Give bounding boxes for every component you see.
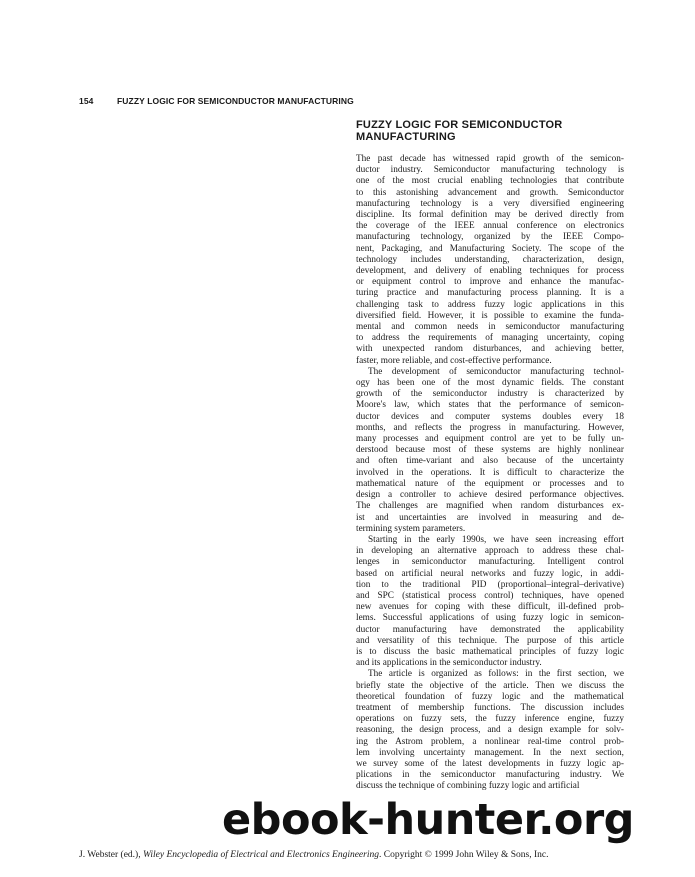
- paragraph-line: in developing an alternative approach to address these chal-: [356, 546, 624, 557]
- paragraph-line: termining system parameters.: [356, 523, 466, 534]
- paragraph-line: reasoning, the design process, and a design example for solv-: [356, 725, 624, 736]
- paragraph-line: mental and common needs in semiconductor manufacturing: [356, 322, 624, 333]
- paragraph-line: faster, more reliable, and cost-effective performance.: [356, 355, 552, 366]
- paragraph-line: and often time-variant and also because of the uncertainty: [356, 456, 624, 467]
- paragraph-line: The past decade has witnessed rapid growth of the semicon-: [356, 154, 624, 164]
- article-paragraph: [356, 367, 624, 535]
- paragraph-line: or equipment control to improve and enhance the manufac-: [356, 277, 624, 288]
- paragraph-line: many processes and equipment control are yet to be fully un-: [356, 434, 624, 445]
- paragraph-line: nent, Packaging, and Manufacturing Society. The scope of the: [356, 243, 624, 254]
- paragraph-line: manufacturing technology is a very diversified engineering: [356, 198, 624, 209]
- paragraph-line: turing practice and manufacturing process planning. It is a: [356, 288, 624, 299]
- paragraph-line: ductor industry. Semiconductor manufacturing technology is: [356, 165, 624, 176]
- paragraph-line: manufacturing technology, organized by the IEEE Compo-: [356, 232, 624, 243]
- paragraph-line: involved in the operations. It is difficult to characterize the: [356, 467, 624, 478]
- paragraph-line: lems. Successful applications of using fuzzy logic in semicon-: [356, 613, 624, 624]
- paragraph-line: The article is organized as follows: in the first section, we: [368, 669, 624, 680]
- paragraph-line: development, and delivery of enabling techniques for process: [356, 266, 624, 277]
- paragraph-line: ductor manufacturing have demonstrated the applicability: [356, 624, 624, 635]
- page-number: 154: [79, 96, 94, 106]
- paragraph-line: challenging task to address fuzzy logic applications in this: [356, 299, 624, 310]
- article-paragraph: [356, 154, 624, 367]
- paragraph-line: is to discuss the basic mathematical principles of fuzzy logic: [356, 646, 624, 657]
- paragraph-line: and SPC (statistical process control) techniques, have opened: [356, 590, 624, 601]
- running-head: [79, 96, 354, 106]
- paragraph-line: and versatility of this technique. The purpose of this article: [356, 635, 624, 646]
- paragraph-line: to address the requirements of managing uncertainty, coping: [356, 333, 624, 344]
- article-title-line-2: MANUFACTURING: [356, 131, 456, 143]
- citation-prefix: J. Webster (ed.),: [79, 850, 143, 860]
- paragraph-line: months, and reflects the progress in manufacturing. However,: [356, 422, 624, 433]
- paragraph-line: plications in the semiconductor manufacturing industry. We: [356, 770, 624, 781]
- article-title: [356, 119, 626, 143]
- paragraph-line: design a controller to achieve desired performance objectives.: [356, 490, 624, 501]
- paragraph-line: and its applications in the semiconductor industry.: [356, 658, 542, 669]
- paragraph-line: growth of the semiconductor industry is characterized by: [356, 389, 624, 400]
- paragraph-line: operations on fuzzy sets, the fuzzy inference engine, fuzzy: [356, 714, 624, 725]
- paragraph-line: discipline. Its formal definition may be derived directly from: [356, 210, 624, 221]
- paragraph-line: Moore's law, which states that the performance of semicon-: [356, 400, 624, 411]
- citation-footer: [79, 850, 679, 860]
- paragraph-line: the coverage of the IEEE annual conference on electronics: [356, 221, 624, 232]
- article-title-line-1: FUZZY LOGIC FOR SEMICONDUCTOR: [356, 119, 563, 131]
- paragraph-line: diversified field. However, it is possible to examine the funda-: [356, 310, 624, 321]
- paragraph-line: ist and uncertainties are involved in measuring and de-: [356, 512, 624, 523]
- running-title: FUZZY LOGIC FOR SEMICONDUCTOR MANUFACTURING: [117, 96, 354, 106]
- paragraph-line: to this astonishing advancement and growth. Semiconductor: [356, 187, 624, 198]
- citation-encyclopedia-title: Wiley Encyclopedia of Electrical and Electronics Engineering: [142, 850, 379, 860]
- paragraph-line: lenges in semiconductor manufacturing. Intelligent control: [356, 557, 624, 568]
- paragraph-line: based on artificial neural networks and fuzzy logic, in addi-: [356, 568, 624, 579]
- citation-copyright: . Copyright © 1999 John Wiley & Sons, Inc.: [379, 850, 549, 860]
- paragraph-line: mathematical nature of the equipment or processes and to: [356, 478, 624, 489]
- paragraph-line: The challenges are magnified when random disturbances ex-: [356, 501, 624, 512]
- paragraph-line: theoretical foundation of fuzzy logic and the mathematical: [356, 691, 624, 702]
- paragraph-line: treatment of membership functions. The discussion includes: [356, 702, 624, 713]
- article-paragraph: [356, 535, 624, 669]
- paragraph-line: discuss the technique of combining fuzzy logic and artificial: [356, 781, 580, 792]
- paragraph-line: new avenues for coping with these difficult, ill-defined prob-: [356, 602, 624, 613]
- paragraph-line: one of the most crucial enabling technologies that contribute: [356, 176, 624, 187]
- paragraph-line: ing the Astrom problem, a nonlinear real-time control prob-: [356, 736, 624, 747]
- paragraph-line: we survey some of the latest developments in fuzzy logic ap-: [356, 758, 624, 769]
- article-body: [356, 154, 624, 793]
- paragraph-line: briefly state the objective of the article. Then we discuss the: [356, 680, 624, 691]
- paragraph-line: tion to the traditional PID (proportional–integral–derivative): [356, 579, 624, 590]
- paragraph-line: Starting in the early 1990s, we have seen increasing effort: [368, 534, 624, 545]
- paragraph-line: ogy has been one of the most dynamic fields. The constant: [356, 378, 624, 389]
- paragraph-line: technology includes understanding, characterization, design,: [356, 254, 624, 265]
- watermark-logo: ebook-hunter.org: [222, 795, 634, 845]
- paragraph-line: ductor devices and computer systems doubles every 18: [356, 411, 624, 422]
- article-paragraph: [356, 669, 624, 792]
- paragraph-line: lem involving uncertainty management. In the next section,: [356, 747, 624, 758]
- paragraph-line: The development of semiconductor manufacturing technol-: [368, 366, 624, 377]
- paragraph-line: with unexpected random disturbances, and achieving better,: [356, 344, 624, 355]
- paragraph-line: derstood because most of these systems are highly nonlinear: [356, 445, 624, 456]
